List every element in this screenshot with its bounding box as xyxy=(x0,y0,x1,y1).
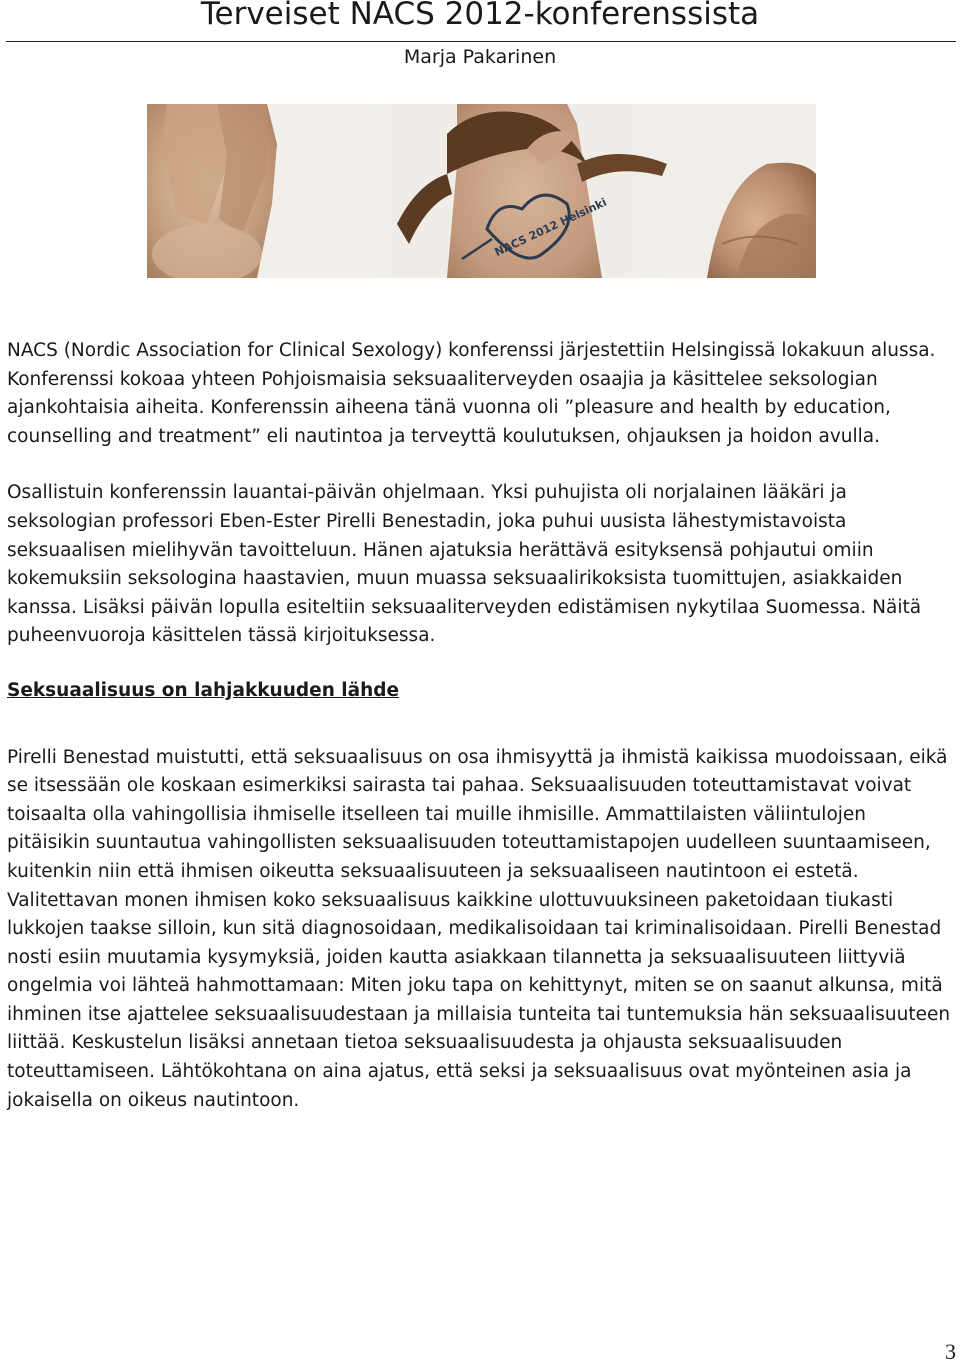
tattoo-text: NACS 2012 Helsinki xyxy=(492,195,609,259)
article-body xyxy=(7,337,952,1135)
author-name: Marja Pakarinen xyxy=(403,46,557,68)
conference-photo-illustration xyxy=(147,104,816,278)
document-title: Terveiset NACS 2012-konferenssista xyxy=(200,0,760,32)
section-heading: Seksuaalisuus on lahjakkuuden lähde xyxy=(7,679,400,701)
program-paragraph: Osallistuin konferenssin lauantai-päivän ohjelmaan. Yksi puhujista oli norjalainen lääkäri ja seksologian professori Eben-Ester Pirelli Benestadin, joka puhui uusista lähestymistavoista seksuaalisen mielihyvän tavoitteluun. Hänen ajatuksia herättävä esityksensä pohjautui omiin kokemuksiin seksologina haastavien, muun muassa seksuaalirikoksista tuomittujen, asiakkaiden kanssa. Lisäksi päivän lopulla esiteltiin seksuaaliterveyden edistämisen nykytilaa Suomessa. Näitä puheenvuoroja käsittelen tässä kirjoituksessa. xyxy=(7,482,922,647)
conference-photo xyxy=(147,104,816,278)
section-paragraph: Pirelli Benestad muistutti, että seksuaalisuus on osa ihmisyyttä ja ihmistä kaikissa muodoissaan, eikä se itsessään ole koskaan esimerkiksi sairasta tai pahaa. Seksuaalisuuden toteuttamistavat voivat toisaalta olla vahingollisia ihmiselle itselleen tai muille ihmisille. Ammattilaisten väliintulojen pitäisikin suuntautua vahingollisten seksuaalisuuden toteuttamistapojen uudelleen suuntaamiseen, kuitenkin niin että ihmisen oikeutta seksuaalisuuteen ja seksuaaliseen nautintoon ei estetä. Valitettavan monen ihmisen koko seksuaalisuus kaikkine ulottuvuuksineen paketoidaan tiukasti lukkojen taakse silloin, kun sitä diagnosoidaan, medikalisoidaan tai kriminalisoidaan. Pirelli Benestad nosti esiin muutamia kysymyksiä, joiden kautta asiakkaan tilannetta ja seksuaalisuuteen liittyviä ongelmia voi lähteä hahmottamaan: Miten joku tapa on kehittynyt, miten se on saanut alkunsa, mitä ihminen itse ajattelee seksuaalisuudestaan ja millaisia tunteita tai tuntemuksia hän seksuaalisuuteen liittää. Keskustelun lisäksi annetaan tietoa seksuaalisuudesta ja ohjausta seksuaalisuuden toteuttamiseen. Lähtökohtana on aina ajatus, että seksi ja seksuaalisuus ovat myönteinen asia ja jokaisella on oikeus nautintoon. xyxy=(7,746,951,1111)
intro-paragraph: NACS (Nordic Association for Clinical Sexology) konferenssi järjestettiin Helsingissä lokakuun alussa. Konferenssi kokoaa yhteen Pohjoismaisia seksuaaliterveyden osaajia ja käsittelee seksologian ajankohtaisia aiheita. Konferenssin aiheena tänä vuonna oli ”pleasure and health by education, counselling and treatment” eli nautintoa ja terveyttä koulutuksen, ohjauksen ja hoidon avulla. xyxy=(7,340,936,447)
title-divider xyxy=(6,41,956,42)
page-number: 3 xyxy=(945,1339,956,1364)
left-figure xyxy=(147,104,277,278)
